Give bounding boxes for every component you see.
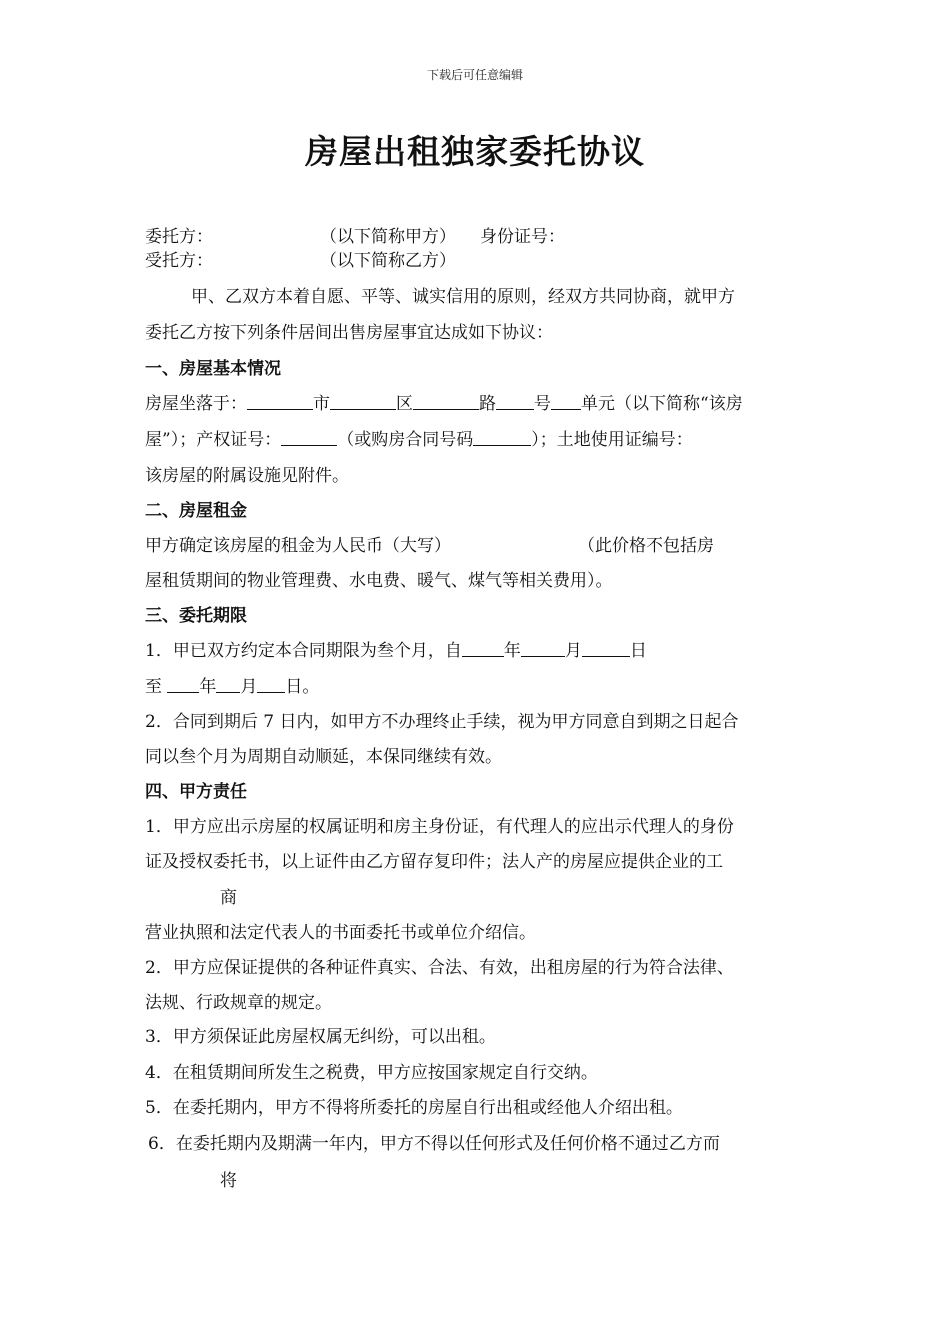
term-item-1: 1．甲已双方约定本合同期限为叁个月，自 年 月 日 — [145, 641, 647, 661]
intro-line-2: 委托乙方按下列条件居间出售房屋事宜达成如下协议： — [145, 323, 553, 343]
header-note: 下载后可任意编辑 — [426, 68, 523, 82]
document-title: 房屋出租独家委托协议 — [305, 132, 645, 171]
section-2-heading: 二、房屋租金 — [145, 501, 247, 521]
blank-field — [521, 640, 565, 657]
duty-item-1-line-4: 营业执照和法定代表人的书面委托书或单位介绍信。 — [145, 923, 536, 943]
rent-line-2: 屋租赁期间的物业管理费、水电费、暖气、煤气等相关费用）。 — [145, 571, 613, 591]
blank-field — [462, 640, 504, 657]
blank-field — [551, 393, 581, 410]
blank-field — [330, 393, 396, 410]
duty-item-3: 3．甲方须保证此房屋权属无纠纷，可以出租。 — [145, 1027, 496, 1047]
blank-field — [582, 640, 630, 657]
house-location-line: 房屋坐落于： 市 区 路 号 单元（以下简称“该房 — [145, 394, 743, 414]
blank-field — [281, 429, 337, 446]
blank-field — [247, 393, 313, 410]
property-cert-line: 屋”）；产权证号： （或购房合同号码 ）；土地使用证编号： — [145, 430, 693, 450]
principal-line — [145, 226, 213, 248]
section-4-heading: 四、甲方责任 — [145, 782, 247, 802]
duty-item-6-line-2: 将 — [220, 1171, 237, 1191]
blank-field — [413, 393, 479, 410]
term-item-1-end: 至 年 月 日。 — [145, 677, 320, 697]
rent-line-1b: （此价格不包括房 — [578, 536, 714, 556]
duty-item-6-line-1: 6．在委托期内及期满一年内，甲方不得以任何形式及任何价格不通过乙方而 — [148, 1134, 720, 1154]
duty-item-1-line-3: 商 — [220, 888, 237, 908]
blank-field — [167, 676, 199, 693]
intro-line-1: 甲、乙双方本着自愿、平等、诚实信用的原则，经双方共同协商，就甲方 — [191, 287, 735, 307]
term-item-2-line-1: 2．合同到期后 7 日内，如甲方不办理终止手续，视为甲方同意自到期之日起合 — [145, 712, 739, 732]
blank-field — [257, 676, 285, 693]
section-1-heading: 一、房屋基本情况 — [145, 359, 281, 379]
principal-label: 委托方： — [145, 227, 213, 247]
duty-item-1-line-2: 证及授权委托书，以上证件由乙方留存复印件；法人产的房屋应提供企业的工 — [145, 852, 723, 872]
section-3-heading: 三、委托期限 — [145, 606, 247, 626]
agent-label: 受托方： — [145, 251, 213, 271]
rent-line-1a: 甲方确定该房屋的租金为人民币（大写） — [145, 536, 451, 556]
blank-field — [473, 429, 531, 446]
term-item-2-line-2: 同以叁个月为周期自动顺延，本保同继续有效。 — [145, 747, 502, 767]
agent-alias: （以下简称乙方） — [320, 251, 456, 271]
duty-item-1-line-1: 1．甲方应出示房屋的权属证明和房主身份证，有代理人的应出示代理人的身份 — [145, 817, 734, 837]
duty-item-2-line-2: 法规、行政规章的规定。 — [145, 993, 332, 1013]
blank-field — [216, 676, 240, 693]
id-number-label: 身份证号： — [480, 227, 565, 247]
blank-field — [496, 393, 534, 410]
principal-alias: （以下简称甲方） — [320, 227, 456, 247]
duty-item-4: 4．在租赁期间所发生之税费，甲方应按国家规定自行交纳。 — [145, 1063, 598, 1083]
duty-item-2-line-1: 2．甲方应保证提供的各种证件真实、合法、有效，出租房屋的行为符合法律、 — [145, 958, 734, 978]
duty-item-5: 5．在委托期内，甲方不得将所委托的房屋自行出租或经他人介绍出租。 — [145, 1098, 683, 1118]
facilities-line: 该房屋的附属设施见附件。 — [145, 466, 349, 486]
